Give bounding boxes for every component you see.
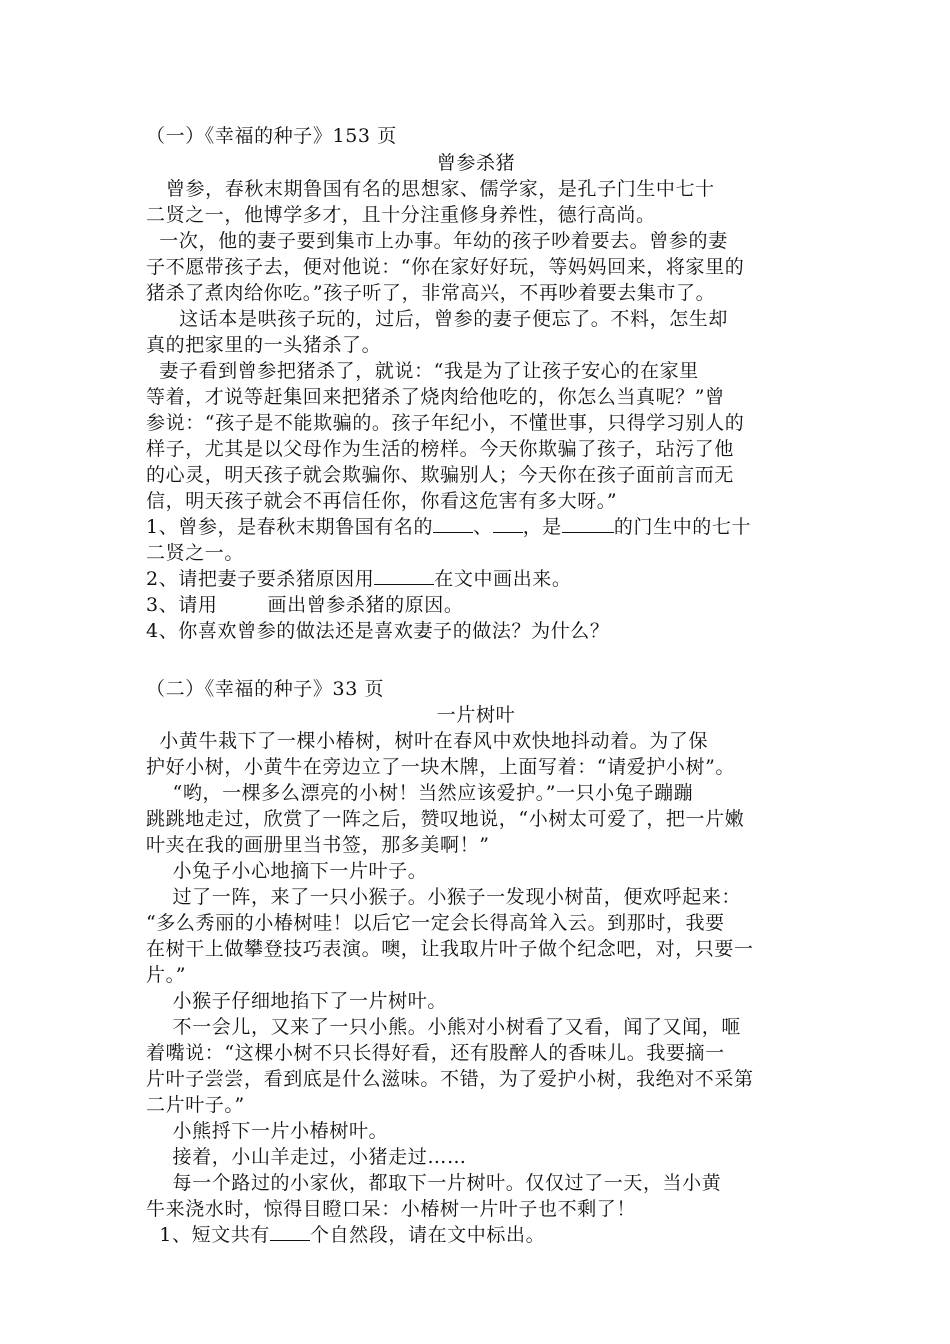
paragraph-line: 等着，才说等赶集回来把猪杀了烧肉给他吃的，你怎么当真呢？”曾 (146, 386, 725, 408)
question-text: 在文中画出来。 (434, 568, 572, 590)
paragraph-line: 曾参，春秋末期鲁国有名的思想家、儒学家，是孔子门生中七十 (146, 178, 715, 200)
paragraph-line: 片。” (146, 964, 187, 986)
paragraph-line: 着嘴说：“这棵小树不只长得好看，还有股醉人的香味儿。我要摘一 (146, 1042, 725, 1064)
paragraph-line: 在树干上做攀登技巧表演。噢，让我取片叶子做个纪念吧，对，只要一 (146, 938, 754, 960)
section2-header: （二）《幸福的种子》33 页 (146, 678, 385, 700)
answer-blank[interactable] (562, 514, 614, 533)
paragraph-line: 片叶子尝尝，看到底是什么滋味。不错，为了爱护小树，我绝对不采第 (146, 1068, 754, 1090)
paragraph-line: 的心灵，明天孩子就会欺骗你、欺骗别人；今天你在孩子面前言而无 (146, 464, 735, 486)
question-2 (146, 566, 572, 592)
question-text: 画出曾参杀猪的原因。 (267, 594, 464, 616)
question-text: 3、请用 (146, 594, 218, 616)
section1-title: 曾参杀猪 (436, 152, 516, 174)
paragraph-line: 真的把家里的一头猪杀了。 (146, 334, 382, 356)
paragraph-line: 小黄牛栽下了一棵小椿树，树叶在春风中欢快地抖动着。为了保 (146, 730, 709, 752)
paragraph-line: “多么秀丽的小椿树哇！以后它一定会长得高耸入云。到那时，我要 (146, 912, 725, 934)
paragraph-line: 样子，尤其是以父母作为生活的榜样。今天你欺骗了孩子，玷污了他 (146, 438, 735, 460)
paragraph-line: 子不愿带孩子去，便对他说：“你在家好好玩，等妈妈回来，将家里的 (146, 256, 745, 278)
paragraph-line: 不一会儿，又来了一只小熊。小熊对小树看了又看，闻了又闻，咂 (146, 1016, 741, 1038)
paragraph-line: 一次，他的妻子要到集市上办事。年幼的孩子吵着要去。曾参的妻 (146, 230, 728, 252)
question-text: 个自然段，请在文中标出。 (309, 1224, 546, 1246)
paragraph-line: 护好小树，小黄牛在旁边立了一块木牌，上面写着：“请爱护小树”。 (146, 756, 736, 778)
paragraph-line: 小熊捋下一片小椿树叶。 (146, 1120, 389, 1142)
question-text: 、 (473, 516, 493, 538)
paragraph-line: 二片叶子。” (146, 1094, 245, 1116)
question-1-continued: 二贤之一。 (146, 542, 245, 564)
paragraph-line: 二贤之一，他博学多才，且十分注重修身养性，德行高尚。 (146, 204, 656, 226)
question-3 (146, 592, 464, 618)
paragraph-line: 牛来浇水时，惊得目瞪口呆：小椿树一片叶子也不剩了！ (146, 1198, 637, 1220)
paragraph-line: 小猴子仔细地掐下了一片树叶。 (146, 990, 447, 1012)
paragraph-line: 参说：“孩子是不能欺骗的。孩子年纪小，不懂世事，只得学习别人的 (146, 412, 745, 434)
paragraph-line: 小兔子小心地摘下一片叶子。 (146, 860, 428, 882)
paragraph-line: 过了一阵，来了一只小猴子。小猴子一发现小树苗，便欢呼起来： (146, 886, 741, 908)
section1-header: （一）《幸福的种子》153 页 (146, 125, 397, 147)
section2-question-1 (146, 1222, 545, 1248)
paragraph-line: 猪杀了煮肉给你吃。”孩子听了，非常高兴，不再吵着要去集市了。 (146, 282, 716, 304)
question-text: 1、曾参，是春秋末期鲁国有名的 (146, 516, 434, 538)
question-text: 的门生中的七十 (613, 516, 752, 538)
paragraph-line: “哟，一棵多么漂亮的小树！当然应该爱护。”一只小兔子蹦蹦 (146, 782, 694, 804)
answer-blank[interactable] (374, 566, 434, 585)
paragraph-line: 妻子看到曾参把猪杀了，就说：“我是为了让孩子安心的在家里 (146, 360, 699, 382)
paragraph-line: 每一个路过的小家伙，都取下一片树叶。仅仅过了一天，当小黄 (146, 1172, 722, 1194)
answer-blank[interactable] (493, 514, 523, 533)
paragraph-line: 接着，小山羊走过，小猪走过…… (146, 1146, 467, 1168)
answer-blank[interactable] (433, 514, 473, 533)
paragraph-line: 这话本是哄孩子玩的，过后，曾参的妻子便忘了。不料，怎生却 (146, 308, 728, 330)
question-text: 1、短文共有 (146, 1224, 270, 1246)
paragraph-line: 叶夹在我的画册里当书签，那多美啊！” (146, 834, 490, 856)
paragraph-line: 信，明天孩子就会不再信任你，你看这危害有多大呀。” (146, 490, 618, 512)
question-4: 4、你喜欢曾参的做法还是喜欢妻子的做法？为什么？ (146, 620, 610, 642)
question-text: ，是 (522, 516, 562, 538)
paragraph-line: 跳跳地走过，欣赏了一阵之后，赞叹地说，“小树太可爱了，把一片嫩 (146, 808, 745, 830)
section2-title: 一片树叶 (436, 704, 516, 726)
answer-blank[interactable] (270, 1222, 310, 1241)
question-text: 2、请把妻子要杀猪原因用 (146, 568, 375, 590)
question-1 (146, 514, 751, 540)
